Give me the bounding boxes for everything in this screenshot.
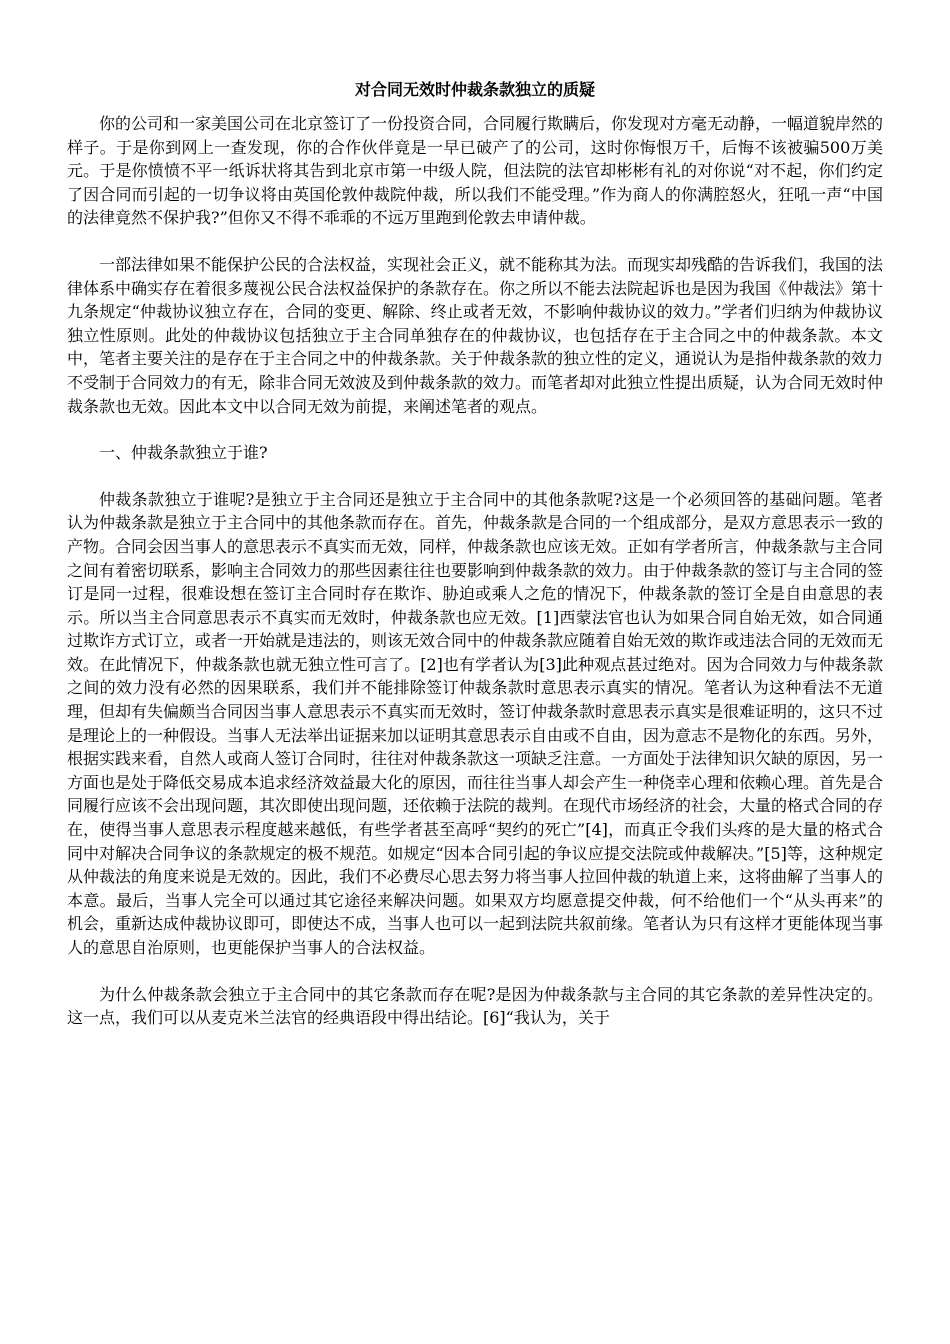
intro-paragraph-1: 你的公司和一家美国公司在北京签订了一份投资合同，合同履行欺瞒后，你发现对方毫无动静，一幅道貌岸然的样子。于是你到网上一查发现，你的合作伙伴竟是一早已破产了的公司，这时你悔恨万千，后悔不该被骗500万美元。于是你愤愤不平一纸诉状将其告到北京市第一中级人院，但法院的法官却彬彬有礼的对你说“对不起，你们约定了因合同而引起的一切争议将由英国伦敦仲裁院仲裁，所以我们不能受理。”作为商人的你满腔怒火，狂吼一声“中国的法律竟然不保护我?”但你又不得不乖乖的不远万里跑到伦敦去申请仲裁。 [67, 114, 884, 228]
section-heading: 一、仲裁条款独立于谁? [99, 443, 268, 463]
intro-paragraph-2: 一部法律如果不能保护公民的合法权益，实现社会正义，就不能称其为法。而现实却残酷的告诉我们，我国的法律体系中确实存在着很多蔑视公民合法权益保护的条款存在。你之所以不能去法院起诉也是因为我国《仲裁法》第十九条规定“仲裁协议独立存在，合同的变更、解除、终止或者无效，不影响仲裁协议的效力。”学者们归纳为仲裁协议独立性原则。此处的仲裁协议包括独立于主合同单独存在的仲裁协议，也包括存在于主合同之中的仲裁条款。本文中，笔者主要关注的是存在于主合同之中的仲裁条款。关于仲裁条款的独立性的定义，通说认为是指仲裁条款的效力不受制于合同效力的有无，除非合同无效波及到仲裁条款的效力。而笔者却对此独立性提出质疑，认为合同无效时仲裁条款也无效。因此本文中以合同无效为前提，来阐述笔者的观点。 [67, 254, 884, 416]
document-title: 对合同无效时仲裁条款独立的质疑 [354, 80, 595, 99]
section-paragraph-1: 仲裁条款独立于谁呢?是独立于主合同还是独立于主合同中的其他条款呢?这是一个必须回答的基础问题。笔者认为仲裁条款是独立于主合同中的其他条款而存在。首先，仲裁条款是合同的一个组成部分，是双方意思表示一致的产物。合同会因当事人的意思表示不真实而无效，同样，仲裁条款也应该无效。正如有学者所言，仲裁条款与主合同之间有着密切联系，影响主合同效力的那些因素往往也要影响到仲裁条款的效力。由于仲裁条款的签订与主合同的签订是同一过程，很难设想在签订主合同时存在欺诈、胁迫或乘人之危的情况下，仲裁条款的签订全是自由意思的表示。所以当主合同意思表示不真实而无效时，仲裁条款也应无效。[1]西蒙法官也认为如果合同自始无效，如合同通过欺诈方式订立，或者一开始就是违法的，则该无效合同中的仲裁条款应随着自始无效的欺诈或违法合同的无效而无效。在此情况下，仲裁条款也就无独立性可言了。[2]也有学者认为[3]此种观点甚过绝对。因为合同效力与仲裁条款之间的效力没有必然的因果联系，我们并不能排除签订仲裁条款时意思表示真实的情况。笔者认为这种看法不无道理，但却有失偏颇当合同因当事人意思表示不真实而无效时，签订仲裁条款时意思表示真实是很难证明的，这只不过是理论上的一种假设。当事人无法举出证据来加以证明其意思表示自由或不自由，因为意志不是物化的东西。另外，根据实践来看，自然人或商人签订合同时，往往对仲裁条款这一项缺乏注意。一方面处于法律知识欠缺的原因，另一方面也是处于降低交易成本追求经济效益最大化的原因，而往往当事人却会产生一种侥幸心理和依赖心理。首先是合同履行应该不会出现问题，其次即使出现问题，还依赖于法院的裁判。在现代市场经济的社会，大量的格式合同的存在，使得当事人意思表示程度越来越低，有些学者甚至高呼“契约的死亡”[4]，而真正令我们头疼的是大量的格式合同中对解决合同争议的条款规定的极不规范。如规定“因本合同引起的争议应提交法院或仲裁解决。”[5]等，这种规定从仲裁法的角度来说是无效的。因此，我们不必费尽心思去努力将当事人拉回仲裁的轨道上来，这将曲解了当事人的本意。最后，当事人完全可以通过其它途径来解决问题。如果双方均愿意提交仲裁，何不给他们一个“从头再来”的机会，重新达成仲裁协议即可，即使达不成，当事人也可以一起到法院共叙前缘。笔者认为只有这样才更能体现当事人的意思自治原则，也更能保护当事人的合法权益。 [67, 489, 884, 957]
section-paragraph-2: 为什么仲裁条款会独立于主合同中的其它条款而存在呢?是因为仲裁条款与主合同的其它条款的差异性决定的。这一点，我们可以从麦克米兰法官的经典语段中得出结论。[6]“我认为，关于 [67, 984, 883, 1028]
document-page [67, 78, 883, 1030]
